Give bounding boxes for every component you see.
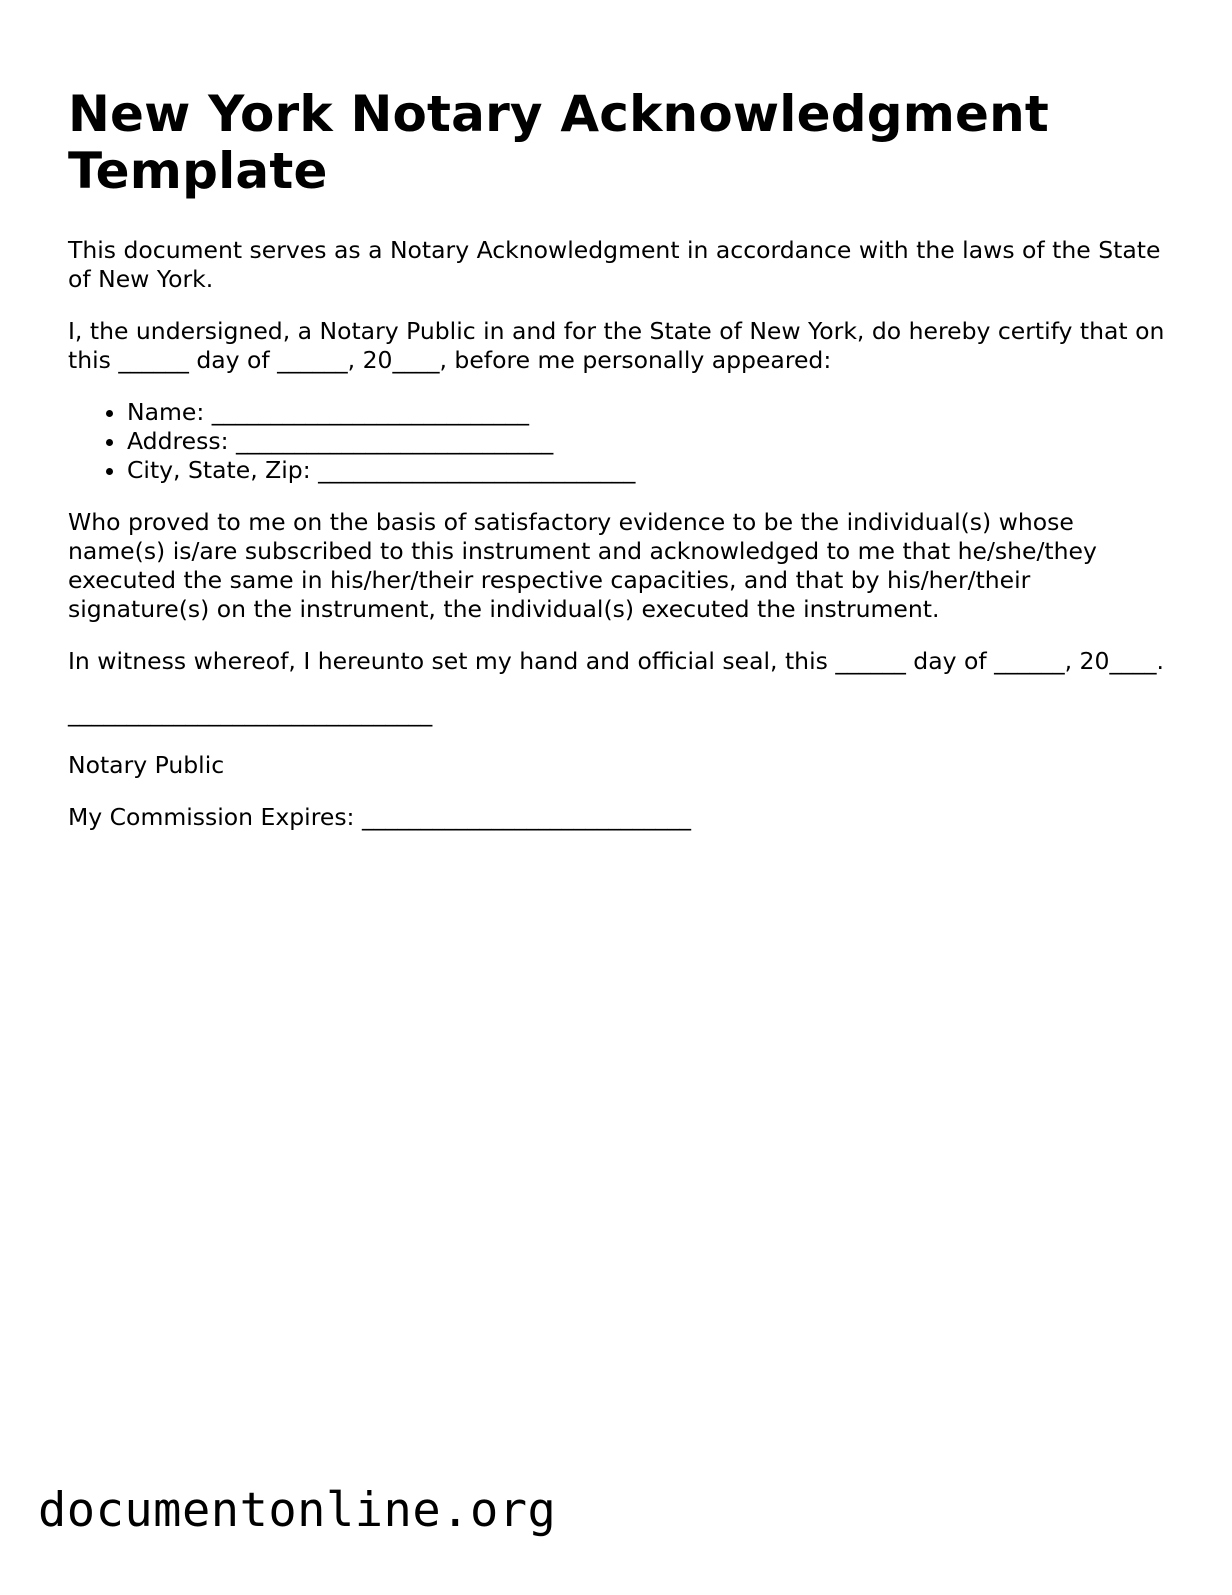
notary-public-label: Notary Public [68, 751, 225, 779]
page-title: New York Notary Acknowledgment Template [68, 85, 1049, 200]
appearer-fields-list [68, 398, 1178, 485]
name-field: • Name: ___________________________ [127, 398, 1178, 427]
witness-paragraph: In witness whereof, I hereunto set my hand and official seal, this ______ day of ______, 20____. [68, 647, 1164, 675]
commission-expires-line: My Commission Expires: ____________________________ [68, 803, 691, 831]
intro-paragraph: This document serves as a Notary Acknowledgment in accordance with the laws of the State of New York. [68, 236, 1161, 293]
city-state-zip-field: • City, State, Zip: ___________________________ [127, 456, 1178, 485]
signature-line: _______________________________ [68, 699, 433, 727]
document-page [68, 86, 1178, 855]
proof-paragraph: Who proved to me on the basis of satisfactory evidence to be the individual(s) whose name(s) is/are subscribed to this instrument and acknowledged to me that he/she/they executed the same in his/her/their respective capacities, and that by his/her/their signature(s) on the instrument, the individual(s) executed the instrument. [68, 508, 1097, 623]
address-field: • Address: ___________________________ [127, 427, 1178, 456]
certify-paragraph: I, the undersigned, a Notary Public in and for the State of New York, do hereby certify that on this ______ day of ______, 20____, before me personally appeared: [68, 317, 1165, 374]
watermark: documentonline.org [38, 1483, 557, 1538]
